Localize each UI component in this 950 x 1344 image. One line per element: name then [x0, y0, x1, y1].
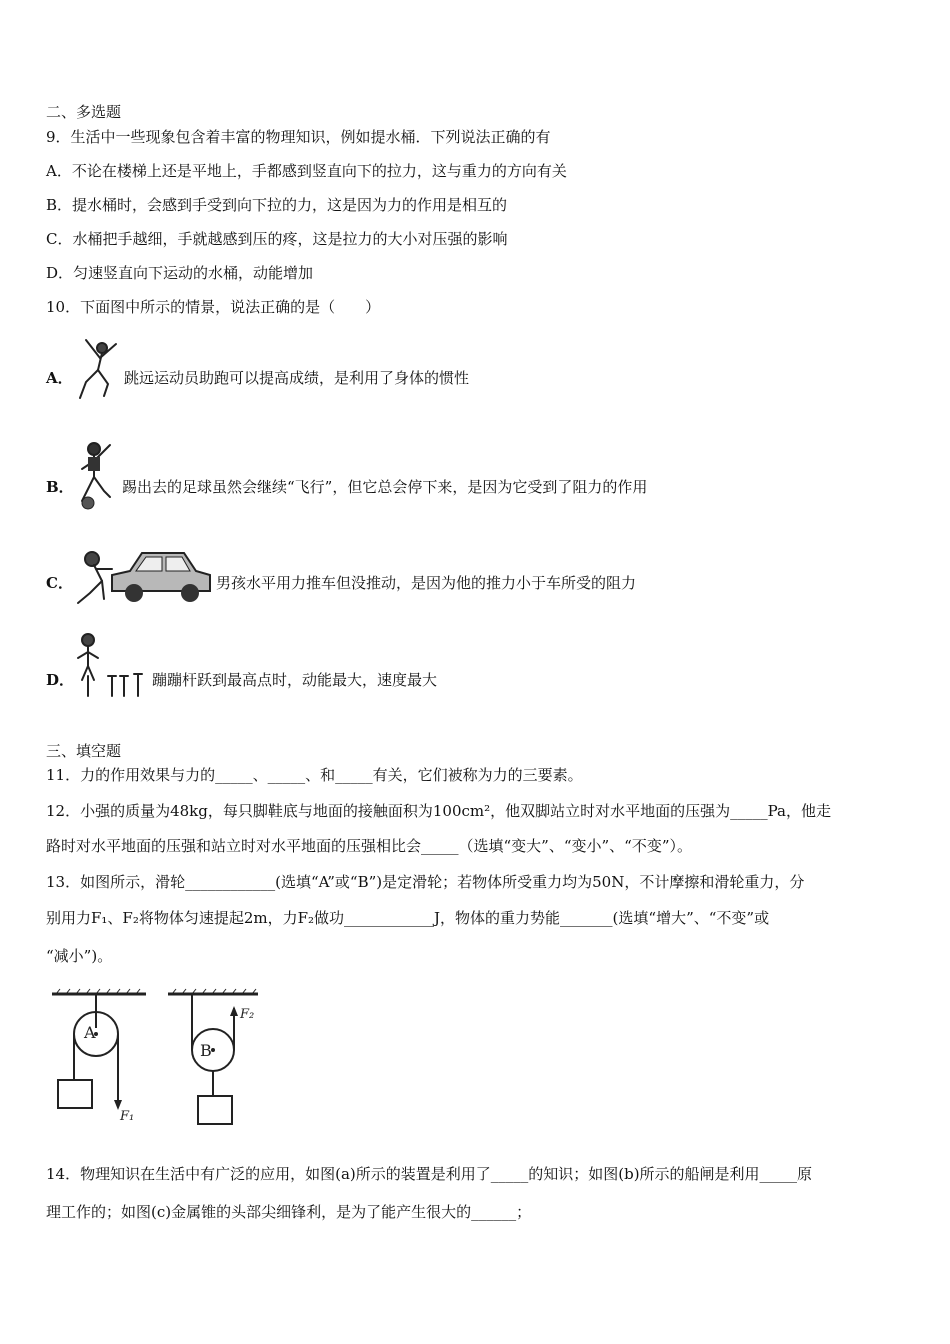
- q10-option-b-text: 踢出去的足球虽然会继续“飞行”，但它总会停下来，是因为它受到了阻力的作用: [122, 478, 648, 496]
- q10-option-d-label: D．: [46, 671, 75, 689]
- q13-line-1: 13．如图所示，滑轮____________(选填“A”或“B”)是定滑轮；若物体所受重力均为50N，不计摩擦和滑轮重力，分: [46, 873, 805, 891]
- q13-line-2: 别用力F₁、F₂将物体匀速提起2m，力F₂做功____________J，物体的重力势能_______(选填“增大”、“不变”或: [46, 909, 770, 927]
- pogo-stick-figure: [72, 630, 152, 700]
- section-heading-multi-choice: 二、多选题: [46, 103, 122, 121]
- q9-option-d: D．匀速竖直向下运动的水桶，动能增加: [46, 264, 314, 282]
- soccer-player-figure: [72, 435, 124, 511]
- q9-option-c: C．水桶把手越细，手就越感到压的疼，这是拉力的大小对压强的影响: [46, 230, 508, 248]
- q13-line-3: “减小”)。: [46, 947, 113, 965]
- q10-option-a-text: 跳远运动员助跑可以提高成绩，是利用了身体的惯性: [124, 369, 470, 387]
- q10-option-a-label: A．: [46, 369, 73, 387]
- q9-option-a: A．不论在楼梯上还是平地上，手都感到竖直向下的拉力，这与重力的方向有关: [46, 162, 567, 180]
- pulley-b-label: B: [200, 1041, 212, 1060]
- long-jumper-figure: [72, 334, 124, 404]
- q10-option-c-label: C．: [46, 574, 73, 592]
- section-heading-fill-blank: 三、填空题: [46, 742, 122, 760]
- q10-option-b-label: B．: [46, 478, 74, 496]
- pulley-a-label: A: [84, 1023, 96, 1042]
- q14-line-1: 14．物理知识在生活中有广泛的应用，如图(a)所示的装置是利用了_____的知识；如图(b)所示的船闸是利用_____原: [46, 1165, 813, 1183]
- q9-stem: 9．生活中一些现象包含着丰富的物理知识，例如提水桶．下列说法正确的有: [46, 128, 551, 146]
- q9-option-b: B．提水桶时，会感到手受到向下拉的力，这是因为力的作用是相互的: [46, 196, 508, 214]
- force-f1-label: F₁: [120, 1109, 135, 1124]
- q10-option-c-text: 男孩水平用力推车但没推动，是因为他的推力小于车所受的阻力: [216, 574, 637, 592]
- force-f2-label: F₂: [240, 1007, 255, 1022]
- boy-pushing-car-figure: [72, 543, 214, 609]
- q12-line-2: 路时对水平地面的压强和站立时对水平地面的压强相比会_____（选填“变大”、“变小”、“不变”）。: [46, 837, 693, 855]
- q12-line-1: 12．小强的质量为48kg，每只脚鞋底与地面的接触面积为100cm²，他双脚站立时对水平地面的压强为_____Pa，他走: [46, 802, 831, 820]
- q10-option-d-text: 蹦蹦杆跃到最高点时，动能最大，速度最大: [152, 671, 438, 689]
- q10-stem: 10．下面图中所示的情景，说法正确的是（ ）: [46, 298, 381, 316]
- q11-text: 11．力的作用效果与力的_____、_____、和_____有关，它们被称为力的三要素。: [46, 766, 583, 784]
- q14-line-2: 理工作的；如图(c)金属锥的头部尖细锋利，是为了能产生很大的______；: [46, 1203, 532, 1221]
- pulley-diagram: [50, 988, 270, 1128]
